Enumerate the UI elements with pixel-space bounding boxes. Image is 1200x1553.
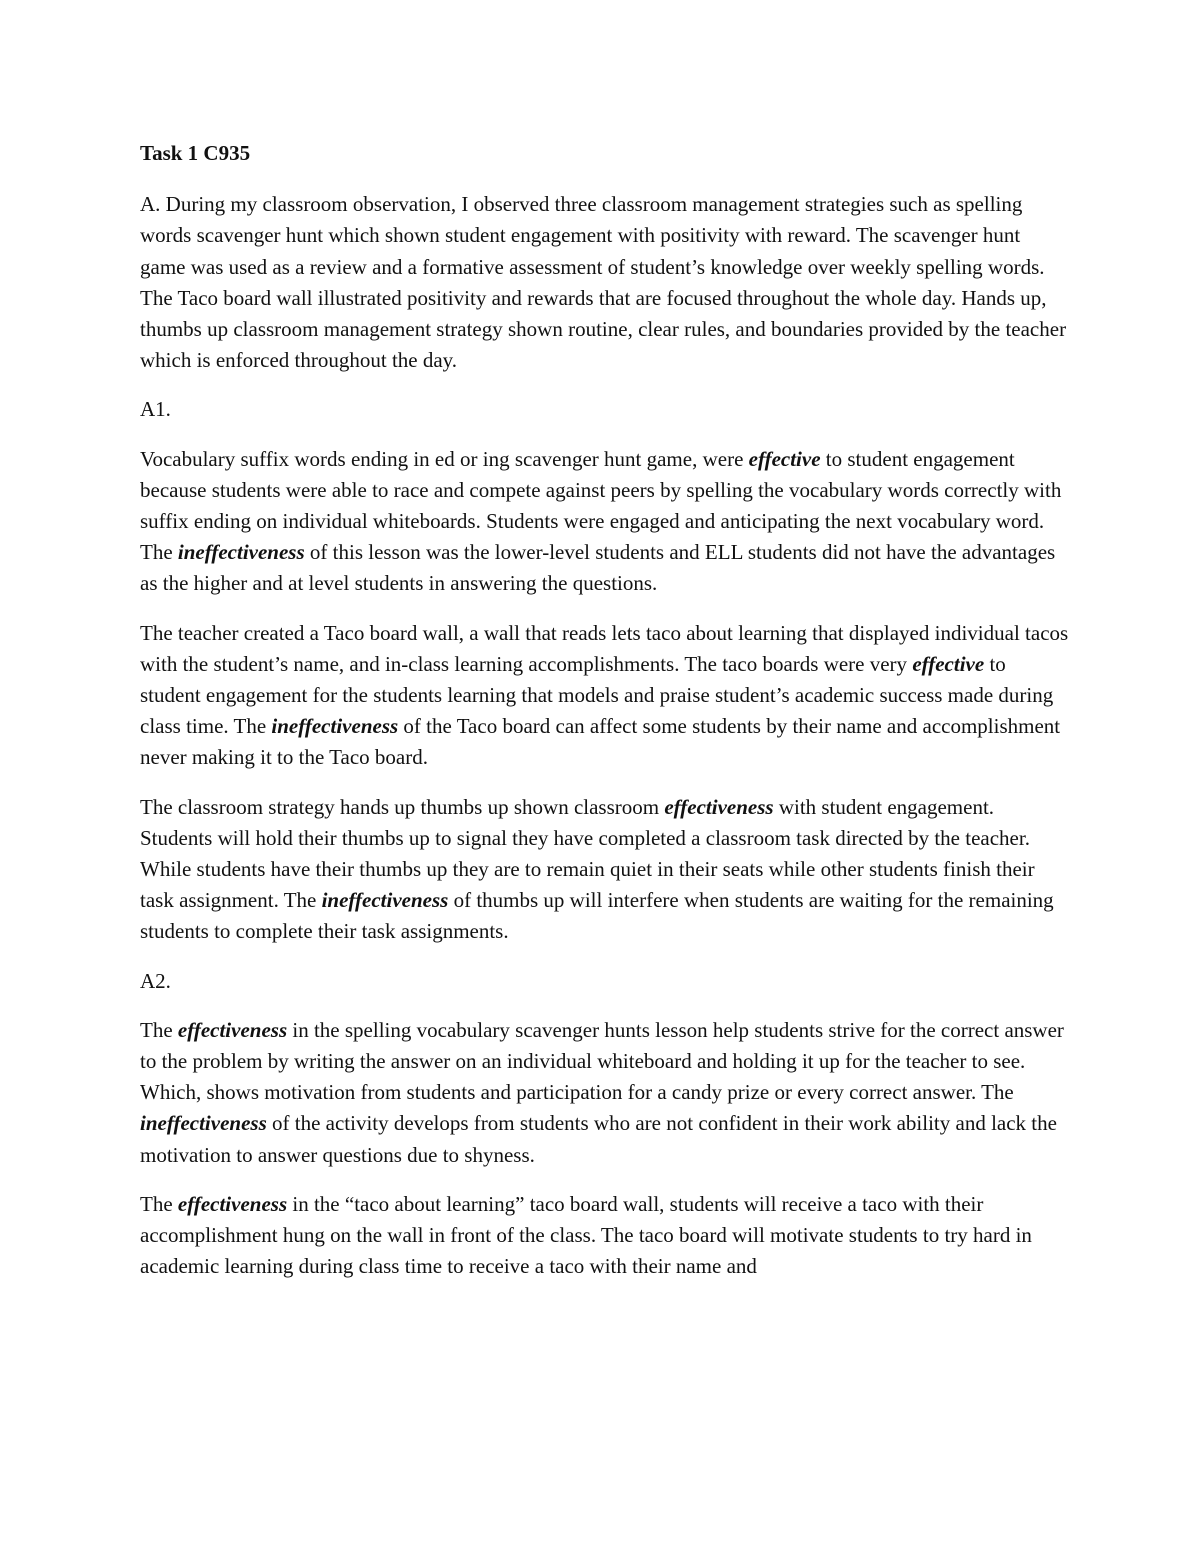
emphasis-effectiveness: effectiveness xyxy=(177,1017,288,1042)
emphasis-ineffectiveness: ineffectiveness xyxy=(321,888,449,913)
text-run: of thumbs up will interfere when students are waiting for the remaining students to complete their task assignments. xyxy=(140,888,1054,944)
text-run: of this lesson was the lower-level students and ELL students did not have the advantages as the higher and at level students in answering the questions. xyxy=(140,540,1056,596)
emphasis-ineffectiveness: ineffectiveness xyxy=(271,714,399,739)
emphasis-effective: effective xyxy=(912,651,985,676)
a2-paragraph-scavenger-hunt xyxy=(140,1015,1070,1171)
text-run: with student engagement. Students will hold their thumbs up to signal they have completed a classroom task directed by the teacher. While students have their thumbs up they are to remain quiet in their seats while other students finish their task assignment. The xyxy=(140,794,1035,913)
document-page xyxy=(140,138,1070,1301)
text-run: in the “taco about learning” taco board wall, students will receive a taco with their accomplishment hung on the wall in front of the class. The taco board will motivate students to try hard in academic learning during class time to receive a taco with their name and xyxy=(140,1191,1032,1279)
emphasis-effectiveness: effectiveness xyxy=(177,1191,288,1216)
a1-paragraph-taco-board xyxy=(140,618,1070,774)
emphasis-ineffectiveness: ineffectiveness xyxy=(177,540,305,565)
emphasis-effectiveness: effectiveness xyxy=(664,794,774,819)
text-run: of the Taco board can affect some students by their name and accomplishment never making it to the Taco board. xyxy=(140,714,1061,770)
a2-paragraph-taco-board xyxy=(140,1189,1070,1283)
text-run: of the activity develops from students who are not confident in their work ability and lack the motivation to answer questions due to shyness. xyxy=(140,1111,1057,1167)
text-run: The xyxy=(140,1191,178,1216)
section-a-paragraph: A. During my classroom observation, I observed three classroom management strategies such as spelling words scavenger hunt which shown student engagement with positivity with reward. The scavenger hunt game was used as a review and a formative assessment of student’s knowledge over weekly spelling words. The Taco board wall illustrated positivity and rewards that are focused throughout the whole day. Hands up, thumbs up classroom management strategy shown routine, clear rules, and boundaries provided by the teacher which is enforced throughout the day. xyxy=(140,192,1067,373)
text-run: to student engagement for the students learning that models and praise student’s academic success made during class time. The xyxy=(140,651,1054,739)
emphasis-effective: effective xyxy=(748,446,821,471)
document-title: Task 1 C935 xyxy=(140,141,251,165)
text-run: to student engagement because students were able to race and compete against peers by spelling the vocabulary words correctly with suffix ending on individual whiteboards. Students were engaged and anticipating the next vocabulary word. The xyxy=(140,446,1062,565)
heading-a2: A2. xyxy=(140,968,171,993)
heading-a1: A1. xyxy=(140,397,171,422)
text-run: Vocabulary suffix words ending in ed or ing scavenger hunt game, were xyxy=(140,446,749,471)
a1-paragraph-scavenger-hunt xyxy=(140,444,1070,600)
text-run: The teacher created a Taco board wall, a wall that reads lets taco about learning that displayed individual tacos with the student’s name, and in-class learning accomplishments. The taco boards were very xyxy=(140,620,1069,676)
text-run: The xyxy=(140,1017,178,1042)
a1-paragraph-thumbs-up xyxy=(140,792,1070,948)
text-run: in the spelling vocabulary scavenger hunts lesson help students strive for the correct answer to the problem by writing the answer on an individual whiteboard and holding it up for the teacher to see. Which, shows motivation from students and participation for a candy prize or every correct answer. The xyxy=(140,1017,1064,1105)
emphasis-ineffectiveness: ineffectiveness xyxy=(140,1111,267,1136)
text-run: The classroom strategy hands up thumbs up shown classroom xyxy=(140,794,665,819)
